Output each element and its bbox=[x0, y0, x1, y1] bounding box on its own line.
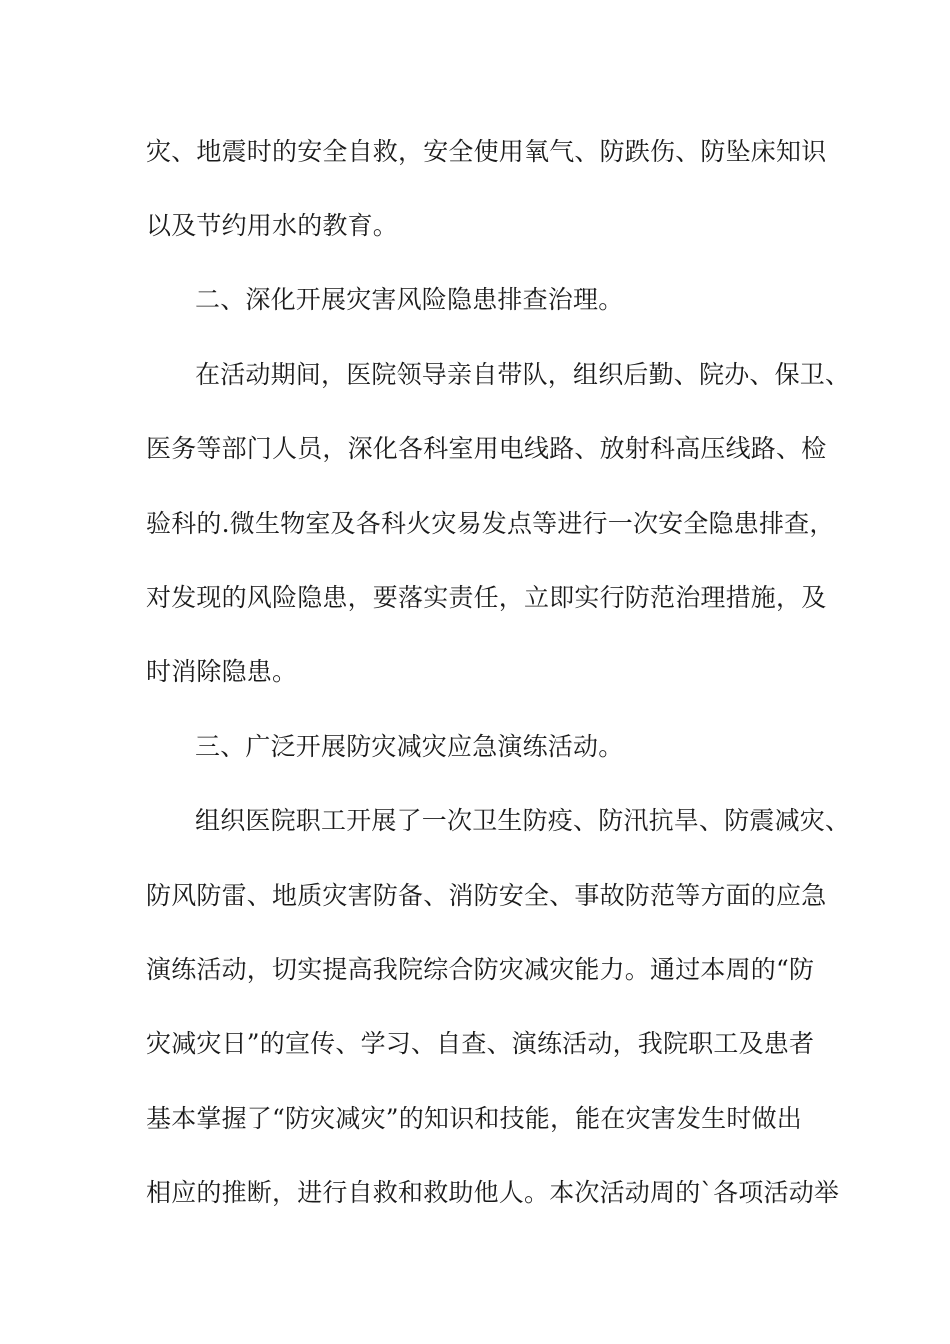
paragraph-first-line: 在活动期间，医院领导亲自带队，组织后勤、院办、保卫、 bbox=[195, 360, 851, 389]
section-heading: 二、深化开展灾害风险隐患排查治理。 bbox=[195, 285, 624, 314]
body-text-line: 对发现的风险隐患，要落实责任，立即实行防范治理措施，及 bbox=[146, 583, 827, 612]
body-text-line: 以及节约用水的教育。 bbox=[146, 211, 399, 240]
body-text-line: 时消除隐患。 bbox=[146, 657, 298, 686]
paragraph-first-line: 组织医院职工开展了一次卫生防疫、防汛抗旱、防震减灾、 bbox=[195, 806, 851, 835]
body-text-line: 医务等部门人员，深化各科室用电线路、放射科高压线路、检 bbox=[146, 434, 827, 463]
body-text-line: 基本掌握了“防灾减灾”的知识和技能，能在灾害发生时做出 bbox=[146, 1104, 802, 1133]
body-text-line: 演练活动，切实提高我院综合防灾减灾能力。通过本周的“防 bbox=[146, 955, 815, 984]
section-heading: 三、广泛开展防灾减灾应急演练活动。 bbox=[195, 732, 624, 761]
body-text-line: 防风防雷、地质灾害防备、消防安全、事故防范等方面的应急 bbox=[146, 881, 827, 910]
body-text-line: 灾减灾日”的宣传、学习、自查、演练活动，我院职工及患者 bbox=[146, 1029, 815, 1058]
body-text-line: 灾、地震时的安全自救，安全使用氧气、防跌伤、防坠床知识 bbox=[146, 137, 827, 166]
body-text-line: 相应的推断，进行自救和救助他人。本次活动周的`各项活动举 bbox=[146, 1178, 840, 1207]
body-text-line: 验科的.微生物室及各科火灾易发点等进行一次安全隐患排查， bbox=[146, 509, 835, 538]
